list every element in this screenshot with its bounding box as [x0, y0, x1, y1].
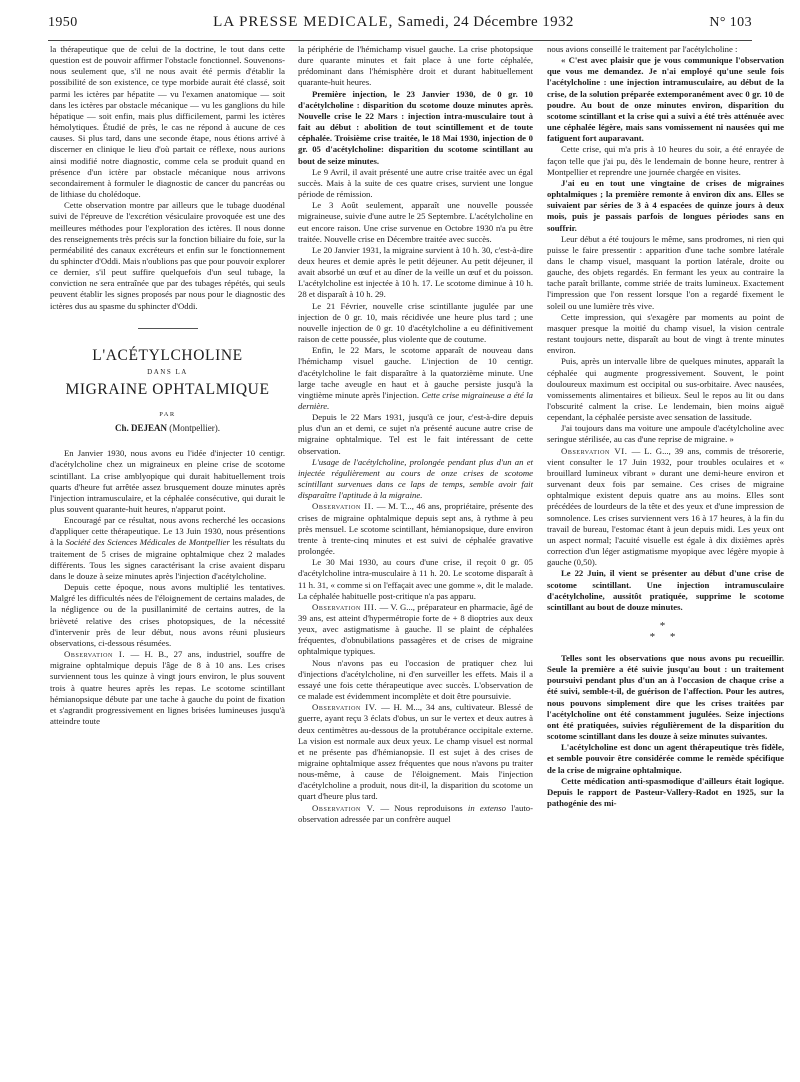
- paragraph: la thérapeutique que de celui de la doctrine, le tout dans cette question est de pouvoir affirmer l'obstacle fonctionnel. Souvenons-nous seulement que, s'il ne nous avait été permis d'établir la possibilité de son existence, ce type morbide aurait été classé, soit parmi les ictères par hépatite — vu l'examen anatomique — soit dans les ictères par obstacle mécanique — vu les ganglions du hile hépatique — soit enfin, mais plus difficilement, parmi les ictères hémolytiques. Étudié de près, le cas ne répond à aucune de ces causes. Si plus tard, dans une seconde étape, nous étions arrivé à discerner en clinique le lieu d'où partait ce réflexe, nous aurions ainsi modifié notre diagnostic, comme cela se produit quand en présence d'un ictère par obstacle mécanique nous arrivons secondairement à formuler le diagnostic de cancer du pancréas ou de lithiase du cholédoque.: [50, 44, 285, 200]
- paragraph: Puis, après un intervalle libre de quelques minutes, apparaît la céphalée qui augmente progressivement. Souvent, le point douloureux maximum est occipital ou sus-orbitaire. Avec nausées, vomissements alimentaires et bilieux. Seul le repos au lit ou dans l'obscurité calment la crise. Le lendemain, bien moins aiguë cependant, la céphalée persiste avec sensation de lassitude.: [547, 356, 784, 423]
- text-run: les résultats du traitement de 5 crises de migraine ophtalmique chez 2 malades différents. Tous les signes caractérisant la crise avaient disparu dans le douze à seize minutes après l'injection d'acétylcholine.: [50, 537, 285, 581]
- paragraph: L'usage de l'acétylcholine, prolongée pendant plus d'un an et injectée régulièrement au cours de onze crises de scotome scintillant survenues dans ce laps de temps, semble avoir fait disparaître l'aptitude à la migraine.: [298, 456, 533, 501]
- page-header: [48, 14, 752, 41]
- article-title-connector: DANS LA: [147, 367, 188, 376]
- article-separator: [138, 328, 198, 329]
- paragraph: Cette impression, qui s'exagère par moments au point de masquer presque la moitié du champ visuel, la vision centrale restant toujours nette, disparaît au bout de vingt à trente minutes environ.: [547, 311, 784, 356]
- paragraph: Depuis cette époque, nous avons multiplié les tentatives. Malgré les difficultés nées de l'éloignement de certains malades, de la négligence ou de la pusillanimité de certains autres, de la brièveté relative des crises photopsiques, de la nécessité d'intervenir près de leur début, nous avons réuni plusieurs observations, ci-dessous résumées.: [50, 582, 285, 648]
- paragraph: Le 30 Mai 1930, au cours d'une crise, il reçoit 0 gr. 05 d'acétylcholine intra-musculaire à 11 h. 20. Le scotome disparaît à 11 h. 31, « comme si on l'effaçait avec une gomme », dit le malade. La céphalée habituelle post-critique n'a pas apparu.: [298, 557, 533, 601]
- italic-run: in extenso: [467, 802, 506, 813]
- observation-1: [50, 649, 285, 727]
- column-1: [50, 44, 285, 727]
- paragraph: L'acétylcholine est donc un agent thérapeutique très fidèle, et semble pouvoir être considérée comme le remède spécifique de la crise de migraine ophtalmique.: [547, 742, 784, 775]
- text-run: — Nous reproduisons: [375, 802, 468, 813]
- journal-masthead: [213, 14, 574, 31]
- paragraph: En Janvier 1930, nous avons eu l'idée d'injecter 10 centigr. d'acétylcholine chez un migraineux en pleine crise de scotome scintillant. La crise amblyopique qui durait habituellement trois quarts d'heure fut arrêtée assez brusquement douze minutes après l'injection intramusculaire, et la céphalée consécutive, qui durait le plus souvent quarante-huit heures, n'apparut point.: [50, 448, 285, 514]
- column-3: [547, 44, 784, 809]
- observation-label: Observation VI.: [561, 445, 628, 456]
- paragraph: nous avions conseillé le traitement par l'acétylcholine :: [547, 44, 738, 54]
- text-run: — V. G..., préparateur en pharmacie, âgé de 39 ans, est atteint d'hypermétropie forte de + 8 dioptries aux deux yeux, avec astigmatisme à gauche. Il se plaint de céphalées fréquentes, d'obnubilations passagères et de crises de migraine ophtalmique typiques.: [298, 601, 534, 657]
- issue-date: Samedi, 24 Décembre 1932: [397, 14, 574, 30]
- observation-6: [547, 446, 784, 569]
- star-bottom: * *: [649, 630, 682, 643]
- quoted-paragraph: « C'est avec plaisir que je vous communique l'observation que vous me demandez. Je n'ai employé qu'une seule fois l'acétylcholine : une injection intramusculaire, au début de la crise, de la solution préparée extemporanément avec 0 gr. 10 de poudre. Au bout de onze minutes environ, disparition du scotome scintillant et la crise qui a suivi a été très atténuée avec une céphalée légère, mais sans vomissement ni nausées qui me fatiguent fort auparavant.: [547, 55, 784, 144]
- paragraph: Cette crise, qui m'a pris à 10 heures du soir, a été enrayée de façon telle que j'ai pu, dès le lendemain de bonne heure, rentrer à Montpellier et reprendre une journée chargée en visites.: [547, 144, 784, 177]
- observation-5: [298, 803, 533, 825]
- author-name: Ch. DEJEAN: [114, 423, 167, 434]
- paragraph: Première injection, le 23 Janvier 1930, de 0 gr. 10 d'acétylcholine : disparition du scotome douze minutes après. Nouvelle crise le 22 Mars : injection intra-musculaire tout à fait au début : abolition de tout scintillement et de toute céphalée. Troisième crise traitée, le 18 Mai 1930, injection de 0 gr. 05 d'acétylcholine: disparition du scotome scintillant au bout de seize minutes.: [298, 88, 533, 166]
- paragraph: Telles sont les observations que nous avons pu recueillir. Seule la première a été suivie jusqu'au bout : un traitement poursuivi pendant plus d'un an à l'occasion de chaque crise a été suivi, semble-t-il, de guérison de l'affection. Pour les autres, nous pouvons simplement dire que les crises traitées par l'acétylcholine ont été constamment jugulées. Seize injections ont été pratiquées, suivies régulièrement de la disparition du scotome scintillant dans les douze à seize minutes suivantes.: [547, 652, 784, 742]
- text-run: — L. G..., 39 ans, commis de trésorerie, vient consulter le 17 Juin 1932, pour troubles oculaires et « brouillard lumineux vibrant » durant une demi-heure environ et survenant deux fois par semaine. Ces crises de migraine ophtalmique existent depuis quatre ans au moins. Elles sont précédées de lourdeurs de la tête et des yeux et d'une impression de somnolence. Les crises surviennent vers 16 à 17 heures, à la fin du travail de bureau, l'estomac étant à jeun depuis midi. Les yeux ont un aspect normal; l'acuité visuelle est égale à dix dixièmes après correction d'un léger astigmatisme myopique avec légère myopie à gauche (0,50).: [547, 445, 784, 568]
- text-run: — M. T..., 46 ans, propriétaire, présente des crises de migraine ophtalmique depuis sept ans, à rythme à peu près mensuel. Le scotome scintillant, hémianopsique, dure environ trente à trente-cinq minutes et est suivi de céphalée gravative prolongée.: [298, 501, 533, 557]
- paragraph: Le 20 Janvier 1931, la migraine survient à 10 h. 30, c'est-à-dire deux heures et demie après le petit déjeuner. Au petit déjeuner, il avait absorbé un œuf et au dîner de la veille un œuf et du poisson. L'acétylcholine est injectée à 10 h. 17. Le scotome diminue à 10 h. 28 et disparaît à 10 h. 29.: [298, 244, 533, 300]
- observation-label: Observation IV.: [312, 702, 378, 713]
- article-author: [50, 423, 285, 434]
- article-title-line-1: L'ACÉTYLCHOLINE: [92, 346, 243, 364]
- article-byline-par: PAR: [159, 410, 176, 418]
- paragraph: Le 3 Août seulement, apparaît une nouvelle poussée migraineuse, suivie d'une autre le 25 Septembre. L'acétylcholine en eut encore raison. Une crise survenue en Octobre 1930 n'a pu être traitée. Nouvelle crise en Décembre traitée avec succès.: [298, 200, 533, 244]
- paragraph: Nous n'avons pas eu l'occasion de pratiquer chez lui d'injections d'acétylcholine, ni d'en surveiller les effets. Mais il a essayé une fois cette thérapeutique avec succès. L'observation de ce malade est évidemment incomplète et doit être poursuivie.: [298, 657, 533, 702]
- text-run: l'auto-observation adressée par un confrère auquel: [298, 802, 533, 824]
- article-title-line-2: MIGRAINE OPHTALMIQUE: [65, 380, 270, 398]
- paragraph: Leur début a été toujours le même, sans prodromes, ni rien qui puisse le faire pressentir : apparition d'une tache sombre latérale dans le champ visuel, masquant la portion latérale, droite ou gauche, des objets regardés. En fermant les yeux au contraire la tache paraît brillante, comme striée de traits lumineux. Exactement l'impression que l'on ressent lorsque l'on a regardé fixement le soleil ou une lumière très vive.: [547, 233, 784, 311]
- paragraph: Cette observation montre par ailleurs que le tubage duodénal suivi de l'épreuve de l'excrétion vésiculaire provoquée est une des meilleures méthodes pour l'exploration des ictères. Il nous donne des renseignements très précis sur la fonction biliaire du foie, sur la perméabilité des canaux excréteurs et enfin sur le fonctionnement du sphincter d'Oddi. Mais n'oublions pas que pour pouvoir explorer ce dernier, s'il peut suffire quelquefois d'un seul tubage, la conviction ne sera entraînée que par des tubages répétés, qui seuls peuvent établir les signes proposés par nous pour le diagnostic des ictères dus au spasme du sphincter d'Oddi.: [50, 200, 285, 311]
- paragraph: la périphérie de l'hémichamp visuel gauche. La crise photopsique dure quarante minutes et fait place à une forte céphalée, prédominant dans l'hémisphère droit et durant habituellement quarante-huit heures.: [298, 44, 533, 88]
- observation-label: Observation I.: [64, 649, 126, 660]
- paragraph: J'ai toujours dans ma voiture une ampoule d'acétylcholine avec seringue stérilisée, au cas d'une reprise de migraine. »: [547, 423, 784, 445]
- paragraph: Le 9 Avril, il avait présenté une autre crise traitée avec un égal succès. Mais à la suite de ces quatre crises, survient une longue période de rémission.: [298, 166, 533, 200]
- observation-label: Observation V.: [312, 802, 376, 813]
- text-run: — H. M..., 34 ans, cultivateur. Blessé de guerre, ayant reçu 3 éclats d'obus, un sur le vertex et deux autres à deux centimètres au-dessous de la protubérance occipitale externe. La vision est normale aux deux yeux. Le champ visuel est normal et ne présente pas d'hémianopsie. Il est sujet à des crises de migraine ophtalmique assez fréquentes que nous n'avons pu traiter nous-même, à cause de l'éloignement. Mais l'injection d'acétylcholine a produit, nous dit-il, la disparition du scotome un quart d'heure plus tard.: [298, 702, 533, 802]
- italic-run: Société des Sciences Médicales de Montpellier: [65, 537, 230, 548]
- journal-title: LA PRESSE MEDICALE,: [213, 14, 394, 30]
- text-run: Enfin, le 22 Mars, le scotome apparaît de nouveau dans l'hémichamp visuel gauche. L'injection de 10 centigr. d'acétylcholine le fait disparaître à la quatorzième minute. Une large tache aveugle en haut et à gauche persiste jusqu'à la vingtième minute après l'injection.: [298, 345, 533, 400]
- paragraph: [298, 345, 533, 412]
- paragraph: Depuis le 22 Mars 1931, jusqu'à ce jour, c'est-à-dire depuis plus d'un an et demi, ce sujet n'a présenté aucune autre crise de migraine ophtalmique. Tel est le fait intéressant de cette observation.: [298, 412, 533, 456]
- italic-run: Cette crise migraineuse a été la dernière.: [298, 389, 534, 411]
- paragraph: Le 22 Juin, il vient se présenter au début d'une crise de scotome scintillant. Une injection intramusculaire d'acétylcholine, aussitôt pratiquée, supprime le scotome scintillant au bout de douze minutes.: [547, 568, 784, 612]
- section-stars: [547, 621, 784, 643]
- star-top: *: [659, 619, 672, 632]
- paragraph: Le 21 Février, nouvelle crise scintillante jugulée par une injection de 0 gr. 10, mais récidivée une heure plus tard ; une nouvelle injection de 0 gr. 10 d'acétylcholine a eu définitivement raison de cette poussée, plus violente que de coutume.: [298, 300, 533, 345]
- observation-label: Observation II.: [312, 501, 375, 512]
- paragraph: J'ai eu en tout une vingtaine de crises de migraines ophtalmiques ; la première remonte à environ dix ans. Elles se suivaient par séries de 3 à 4 espacées de quinze jours à deux mois, puis je passais parfois de longues périodes sans en souffrir.: [547, 177, 784, 233]
- column-2: [298, 44, 533, 825]
- text-run: — H. B., 27 ans, industriel, souffre de migraine ophtalmique depuis l'âge de 8 à 10 ans. Les crises surviennent tous les quinze à vingt jours environ, le plus souvent trois à quatre heures après les repas. Le scotome scintillant hémianopsique débute par une tache à gauche du point de fixation et s'agrandit progressivement en lignes brisées lumineuses jusqu'à atteindre toute: [50, 649, 285, 726]
- page-number: 1950: [48, 15, 78, 30]
- observation-3: [298, 602, 533, 658]
- paragraph: [50, 515, 285, 582]
- observation-label: Observation III.: [312, 601, 378, 612]
- paragraph: Cette médication anti-spasmodique d'ailleurs était logique. Depuis le rapport de Pasteur-Vallery-Radot en 1925, sur la pathogénie des mi-: [547, 775, 784, 808]
- author-place: (Montpellier).: [169, 423, 220, 434]
- observation-4: [298, 702, 533, 802]
- issue-number: N° 103: [709, 15, 752, 30]
- text-run: Encouragé par ce résultat, nous avons recherché les occasions d'appliquer cette thérapeutique. Le 13 Juin 1930, nous présentions à la: [50, 515, 285, 548]
- observation-2: [298, 501, 533, 557]
